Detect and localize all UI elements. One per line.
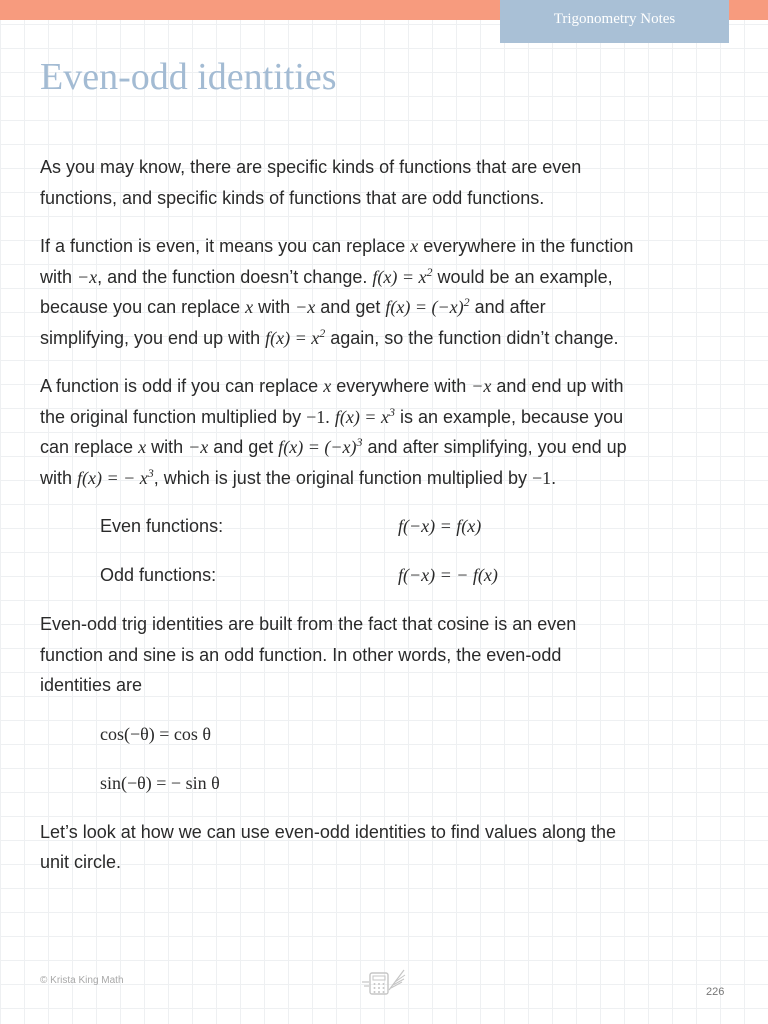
odd-functions-label: Odd functions: [100, 565, 217, 585]
even-functions-label: Even functions: [100, 516, 224, 536]
formula-fx-x3: $f(x) = x^3$ [334, 404, 395, 427]
page-title: Even-odd identities [40, 56, 337, 98]
page-content [40, 152, 730, 896]
odd-functions-formula: f(−x) = − f(x) [398, 565, 498, 585]
paragraph-intro: As you may know, there are specific kinds of functions that are even functions, and specific kinds of functions that are odd functions. [40, 157, 582, 208]
even-functions-row [40, 511, 730, 541]
formula-fx-x2-again: $f(x) = x^2$ [265, 325, 326, 348]
formula-fx-neg-x3: f(x) = − $x^3$ [77, 465, 154, 488]
copyright-text: © Krista King Math [40, 975, 124, 986]
formula-fx-negx3: $f(x) = (-x)^3$ [278, 435, 363, 457]
odd-functions-row [40, 560, 730, 590]
section-tab: Trigonometry Notes [500, 0, 729, 43]
paragraph-even-definition: If a function is even, it means you can replace x everywhere in the function with −x, and the function doesn’t change. $f(x) = x^2$ would be an example, because you can replace x with −x and get $f(x) = (-x)^2$ and after simplifying, you end up with $f(x) = x^2$ again, so the function didn’t change. [40, 236, 634, 348]
cosine-identity: cos(−θ) = cos θ [100, 723, 212, 744]
paragraph-closing: Let’s look at how we can use even-odd identities to find values along the unit circle. [40, 821, 617, 872]
formula-fx-negx2: $f(x) = (-x)^2$ [385, 295, 470, 317]
paragraph-trig-intro: Even-odd trig identities are built from the fact that cosine is an even function and sine is an odd function. In other words, the even-odd identities are [40, 614, 577, 695]
page-number: 226 [706, 986, 725, 998]
even-functions-formula: f(−x) = f(x) [398, 516, 482, 536]
paragraph-odd-definition: A function is odd if you can replace x everywhere with −x and end up with the original function multiplied by −1. $f(x) = x^3$ is an example, because you can replace x with −x and get $f(x) = (-x)^3$ and after simplifying, you end up with f(x) = − $x^3$, which is just the original function multiplied by −1. [40, 376, 627, 488]
calculator-logo-icon [360, 966, 408, 996]
sine-identity: sin(−θ) = − sin θ [100, 772, 220, 793]
formula-fx-x2: $f(x) = x^2$ [372, 264, 433, 287]
